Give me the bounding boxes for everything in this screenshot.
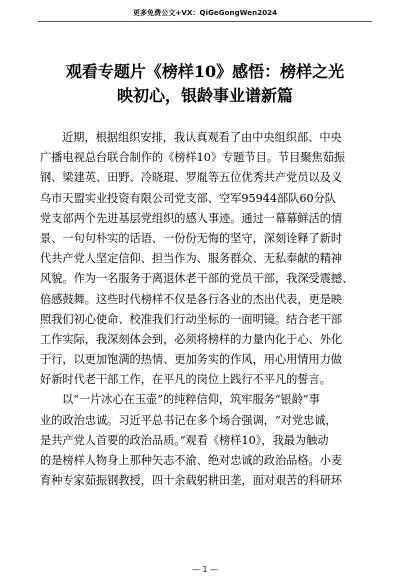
body-line: 代共产党人坚定信仰、担当作为、服务群众、无私奉献的精神 (40, 252, 343, 266)
header-divider (38, 21, 372, 22)
body-line: 景、一句句朴实的话语、一份份无悔的坚守，深刻诠释了新时 (40, 231, 343, 245)
body-line: 好新时代老干部工作，在平凡的岗位上践行不平凡的誓言。 (40, 373, 331, 387)
header-note: 更多免费公文+VX：QiGeGongWen2024 (132, 9, 278, 17)
body-line: 乌市天盟实业投资有限公司党支部、空军95944部队60分队 (40, 191, 336, 205)
page-number: — 1 — (191, 565, 219, 574)
body-line: 照我们初心使命、校准我们行动坐标的一面明镜。结合老干部 (40, 312, 343, 326)
title-line-1: 观看专题片《榜样10》感悟：榜样之光 (65, 62, 345, 81)
body-line: 倍感鼓舞。这些时代榜样不仅是各行各业的杰出代表，更是映 (40, 292, 343, 306)
body-line: 的是榜样人物身上那种矢志不渝、绝对忠诚的政治品格。小麦 (40, 454, 343, 467)
body-line: 工作实际，我深刻体会到，必须将榜样的力量内化于心、外化 (40, 332, 343, 346)
document-body (40, 128, 370, 491)
body-line: 是共产党人首要的政治品质。”观看《榜样10》，我最为触动 (40, 433, 329, 447)
body-line: 钢、梁建英、田野、冷晓琨、罗胤等五位优秀共产党员以及义 (40, 171, 343, 185)
body-line: 育种专家茹振钢教授，四十余载躬耕田垄，面对艰苦的科研环 (40, 474, 343, 488)
body-line: 近期，根据组织安排，我认真观看了由中央组织部、中央 (62, 131, 342, 144)
title-line-2: 映初心，银龄事业谱新篇 (116, 86, 293, 105)
body-line: 广播电视总台联合制作的《榜样10》专题节目。节目聚焦茹振 (40, 151, 346, 165)
body-line: 于行，以更加饱满的热情、更加务实的作风，用心用情用力做 (40, 353, 343, 367)
body-line: 党支部两个先进基层党组织的感人事迹。通过一幕幕鲜活的情 (40, 211, 343, 225)
body-line: 以“一片冰心在玉壶”的纯粹信仰，筑牢服务“银龄”事 (62, 393, 320, 407)
body-line: 风貌。作为一名服务于离退休老干部的党员干部，我深受震撼、 (40, 272, 354, 286)
body-line: 业的政治忠诚。习近平总书记在多个场合强调，“对党忠诚， (40, 413, 337, 427)
document-title (40, 60, 370, 108)
